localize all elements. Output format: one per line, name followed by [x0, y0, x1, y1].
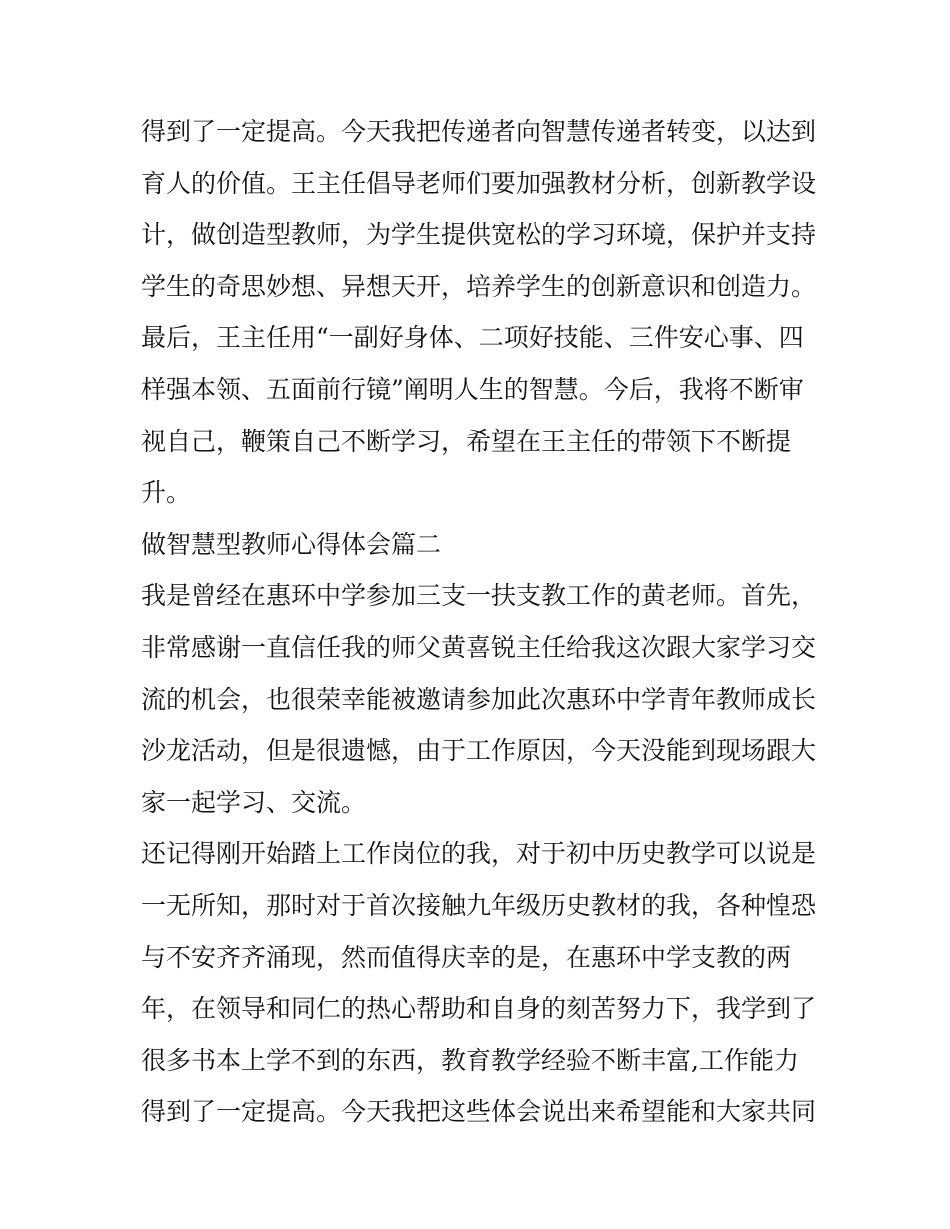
- text-line: 育人的价值。王主任倡导老师们要加强教材分析，创新教学设: [141, 168, 817, 198]
- section-heading: 做智慧型教师心得体会篇二: [141, 529, 442, 559]
- text-line: 流的机会，也很荣幸能被邀请参加此次惠环中学青年教师成长: [141, 684, 817, 714]
- text-line: 与不安齐齐涌现，然而值得庆幸的是，在惠环中学支教的两: [141, 942, 792, 972]
- text-line: 视自己，鞭策自己不断学习，希望在王主任的带领下不断提: [141, 426, 792, 456]
- text-line: 学生的奇思妙想、异想天开，培养学生的创新意识和创造力。: [141, 271, 817, 301]
- text-line: 一无所知，那时对于首次接触九年级历史教材的我，各种惶恐: [141, 890, 817, 920]
- text-line: 家一起学习、交流。: [141, 787, 367, 817]
- text-line: 年，在领导和同仁的热心帮助和自身的刻苦努力下，我学到了: [141, 994, 817, 1024]
- text-line: 非常感谢一直信任我的师父黄喜锐主任给我这次跟大家学习交: [141, 632, 817, 662]
- text-line: 样强本领、五面前行镜”阐明人生的智慧。今后，我将不断审: [141, 374, 804, 404]
- text-line: 我是曾经在惠环中学参加三支一扶支教工作的黄老师。首先，: [141, 581, 817, 611]
- text-line: 得到了一定提高。今天我把这些体会说出来希望能和大家共同: [141, 1097, 817, 1127]
- text-line: 计，做创造型教师，为学生提供宽松的学习环境，保护并支持: [141, 220, 817, 250]
- text-line: 得到了一定提高。今天我把传递者向智慧传递者转变，以达到: [141, 117, 817, 146]
- text-line: 沙龙活动，但是很遗憾，由于工作原因，今天没能到现场跟大: [141, 736, 817, 766]
- text-line: 升。: [141, 478, 192, 508]
- document-body: [141, 106, 817, 1138]
- text-line: 最后，王主任用“一副好身体、二项好技能、三件安心事、四: [141, 323, 804, 353]
- text-line: 还记得刚开始踏上工作岗位的我，对于初中历史教学可以说是: [141, 839, 817, 869]
- text-line: 很多书本上学不到的东西，教育教学经验不断丰富,工作能力: [141, 1045, 799, 1075]
